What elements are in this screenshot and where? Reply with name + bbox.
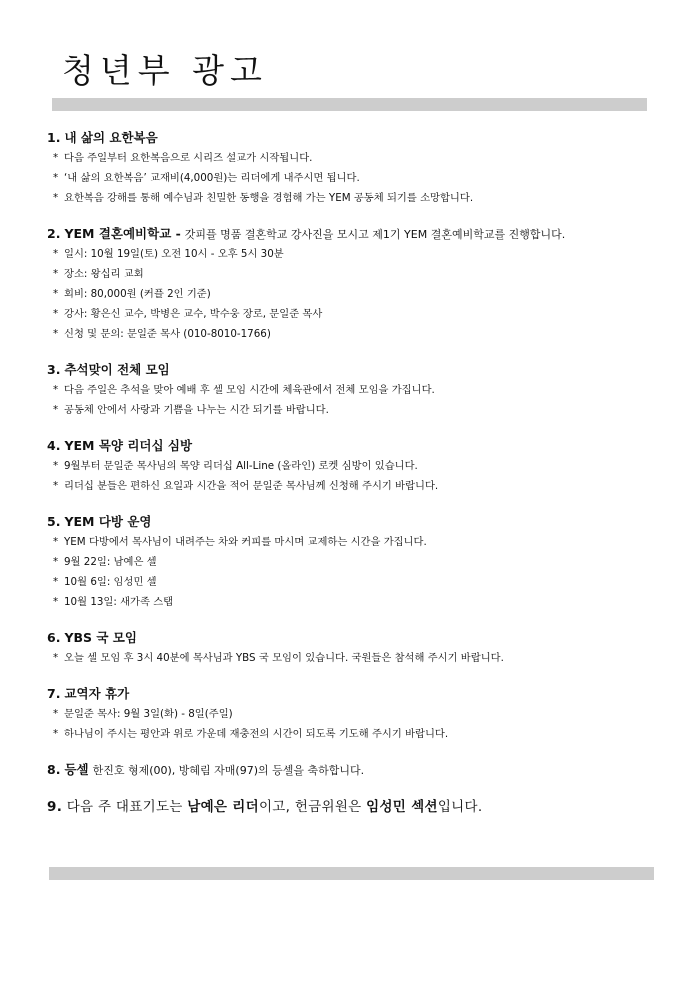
section-title: YEM 결혼예비학교 - — [64, 226, 181, 241]
section-number: 3. — [47, 362, 61, 377]
bullet-mark: * — [53, 728, 59, 740]
list-item-text: 10월 13일: 새가족 스탭 — [64, 596, 174, 608]
section-title: YEM 다방 운영 — [64, 514, 152, 529]
bottom-divider — [49, 867, 654, 880]
list-item — [47, 304, 667, 324]
list-item — [47, 244, 667, 264]
announcement-section — [47, 128, 667, 208]
list-item-text: 오늘 셀 모임 후 3시 40분에 목사님과 YBS 국 모임이 있습니다. 국원들은 참석해 주시기 바랍니다. — [64, 652, 504, 664]
page-title: 청년부 광고 — [62, 51, 268, 90]
section-title: YEM 목양 리더십 심방 — [64, 438, 193, 453]
section-text: 이고, 헌금위원은 — [258, 799, 362, 815]
bullet-mark: * — [53, 576, 59, 588]
bullet-mark: * — [53, 308, 59, 320]
section-number: 4. — [47, 438, 61, 453]
list-item-text: 10월 6일: 임성민 셀 — [64, 576, 157, 588]
announcement-section — [47, 628, 667, 668]
section-number: 1. — [47, 130, 61, 145]
section-heading — [47, 224, 667, 244]
bullet-mark: * — [53, 480, 59, 492]
section-heading — [47, 684, 667, 704]
list-item — [47, 592, 667, 612]
announcement-section — [47, 360, 667, 420]
list-item — [47, 400, 667, 420]
list-item-text: 장소: 왕십리 교회 — [64, 268, 144, 280]
section-detail: 한진호 형제(00), 방혜림 자매(97)의 등셀을 축하합니다. — [92, 764, 365, 777]
section-number: 5. — [47, 514, 61, 529]
list-item-text: 신청 및 문의: 문일준 목사 (010-8010-1766) — [64, 328, 271, 340]
list-item-text: 다음 주일은 추석을 맞아 예배 후 셀 모임 시간에 체육관에서 전체 모임을 가집니다. — [64, 384, 435, 396]
bullet-mark: * — [53, 384, 59, 396]
section-number: 8. — [47, 762, 61, 777]
section-number: 6. — [47, 630, 61, 645]
announcement-section — [47, 224, 667, 344]
bullet-mark: * — [53, 192, 59, 204]
bullet-mark: * — [53, 404, 59, 416]
bullet-mark: * — [53, 556, 59, 568]
section-heading — [47, 512, 667, 532]
bullet-mark: * — [53, 268, 59, 280]
list-item — [47, 724, 667, 744]
list-item-text: YEM 다방에서 목사님이 내려주는 차와 커피를 마시며 교제하는 시간을 가집니다. — [64, 536, 427, 548]
announcement-section — [47, 684, 667, 744]
list-item-text: 다음 주일부터 요한복음으로 시리즈 설교가 시작됩니다. — [64, 152, 313, 164]
section-heading — [47, 436, 667, 456]
bullet-mark: * — [53, 248, 59, 260]
highlight-text: 임성민 섹션 — [366, 799, 438, 815]
list-item — [47, 572, 667, 592]
section-heading — [47, 360, 667, 380]
announcement-list — [47, 128, 667, 834]
announcement-section — [47, 512, 667, 612]
list-item — [47, 284, 667, 304]
bullet-mark: * — [53, 460, 59, 472]
section-number: 9. — [47, 799, 63, 815]
highlight-text: 남예은 리더 — [187, 799, 259, 815]
list-item-text: 강사: 황은신 교수, 박병은 교수, 박수웅 장로, 문일준 목사 — [64, 308, 323, 320]
section-heading — [47, 628, 667, 648]
bullet-mark: * — [53, 288, 59, 300]
bullet-mark: * — [53, 536, 59, 548]
list-item-text: 요한복음 강해를 통해 예수님과 친밀한 동행을 경험해 가는 YEM 공동체 되기를 소망합니다. — [64, 192, 474, 204]
section-title: YBS 국 모임 — [64, 630, 137, 645]
section-title: 교역자 휴가 — [64, 686, 130, 701]
list-item-text: 공동체 안에서 사랑과 기쁨을 나누는 시간 되기를 바랍니다. — [64, 404, 329, 416]
list-item-text: 문일준 목사: 9월 3일(화) - 8일(주일) — [64, 708, 233, 720]
top-divider — [52, 98, 647, 111]
list-item-text: 9월부터 문일준 목사님의 목양 리더십 All-Line (올라인) 로켓 심방이 있습니다. — [64, 460, 418, 472]
section-heading — [47, 796, 667, 818]
bullet-mark: * — [53, 596, 59, 608]
announcement-section — [47, 436, 667, 496]
section-text: 입니다. — [437, 799, 483, 815]
list-item — [47, 532, 667, 552]
list-item — [47, 188, 667, 208]
section-detail: 갓피플 명품 결혼학교 강사진을 모시고 제1기 YEM 결혼예비학교를 진행합니다. — [184, 228, 566, 241]
bullet-mark: * — [53, 152, 59, 164]
section-title: 추석맞이 전체 모임 — [64, 362, 170, 377]
list-item — [47, 648, 667, 668]
list-item-text: ‘내 삶의 요한복음’ 교재비(4,000원)는 리더에게 내주시면 됩니다. — [64, 172, 360, 184]
list-item — [47, 168, 667, 188]
section-number: 2. — [47, 226, 61, 241]
list-item-text: 일시: 10월 19일(토) 오전 10시 - 오후 5시 30분 — [64, 248, 284, 260]
list-item — [47, 148, 667, 168]
section-title: 내 삶의 요한복음 — [64, 130, 158, 145]
section-heading — [47, 760, 667, 780]
list-item-text: 리더십 분들은 편하신 요일과 시간을 적어 문일준 목사님께 신청해 주시기 바랍니다. — [64, 480, 439, 492]
announcement-section — [47, 760, 667, 780]
list-item — [47, 552, 667, 572]
list-item-text: 하나님이 주시는 평안과 위로 가운데 재충전의 시간이 되도록 기도해 주시기 바랍니다. — [64, 728, 449, 740]
list-item-text: 회비: 80,000원 (커플 2인 기준) — [64, 288, 211, 300]
section-text: 다음 주 대표기도는 — [66, 799, 183, 815]
list-item — [47, 704, 667, 724]
list-item-text: 9월 22일: 남예은 셀 — [64, 556, 157, 568]
list-item — [47, 456, 667, 476]
section-title: 등셀 — [64, 762, 89, 777]
list-item — [47, 264, 667, 284]
bullet-mark: * — [53, 328, 59, 340]
list-item — [47, 324, 667, 344]
bullet-mark: * — [53, 652, 59, 664]
list-item — [47, 476, 667, 496]
bullet-mark: * — [53, 172, 59, 184]
bullet-mark: * — [53, 708, 59, 720]
list-item — [47, 380, 667, 400]
section-heading — [47, 128, 667, 148]
section-number: 7. — [47, 686, 61, 701]
announcement-section — [47, 796, 667, 818]
